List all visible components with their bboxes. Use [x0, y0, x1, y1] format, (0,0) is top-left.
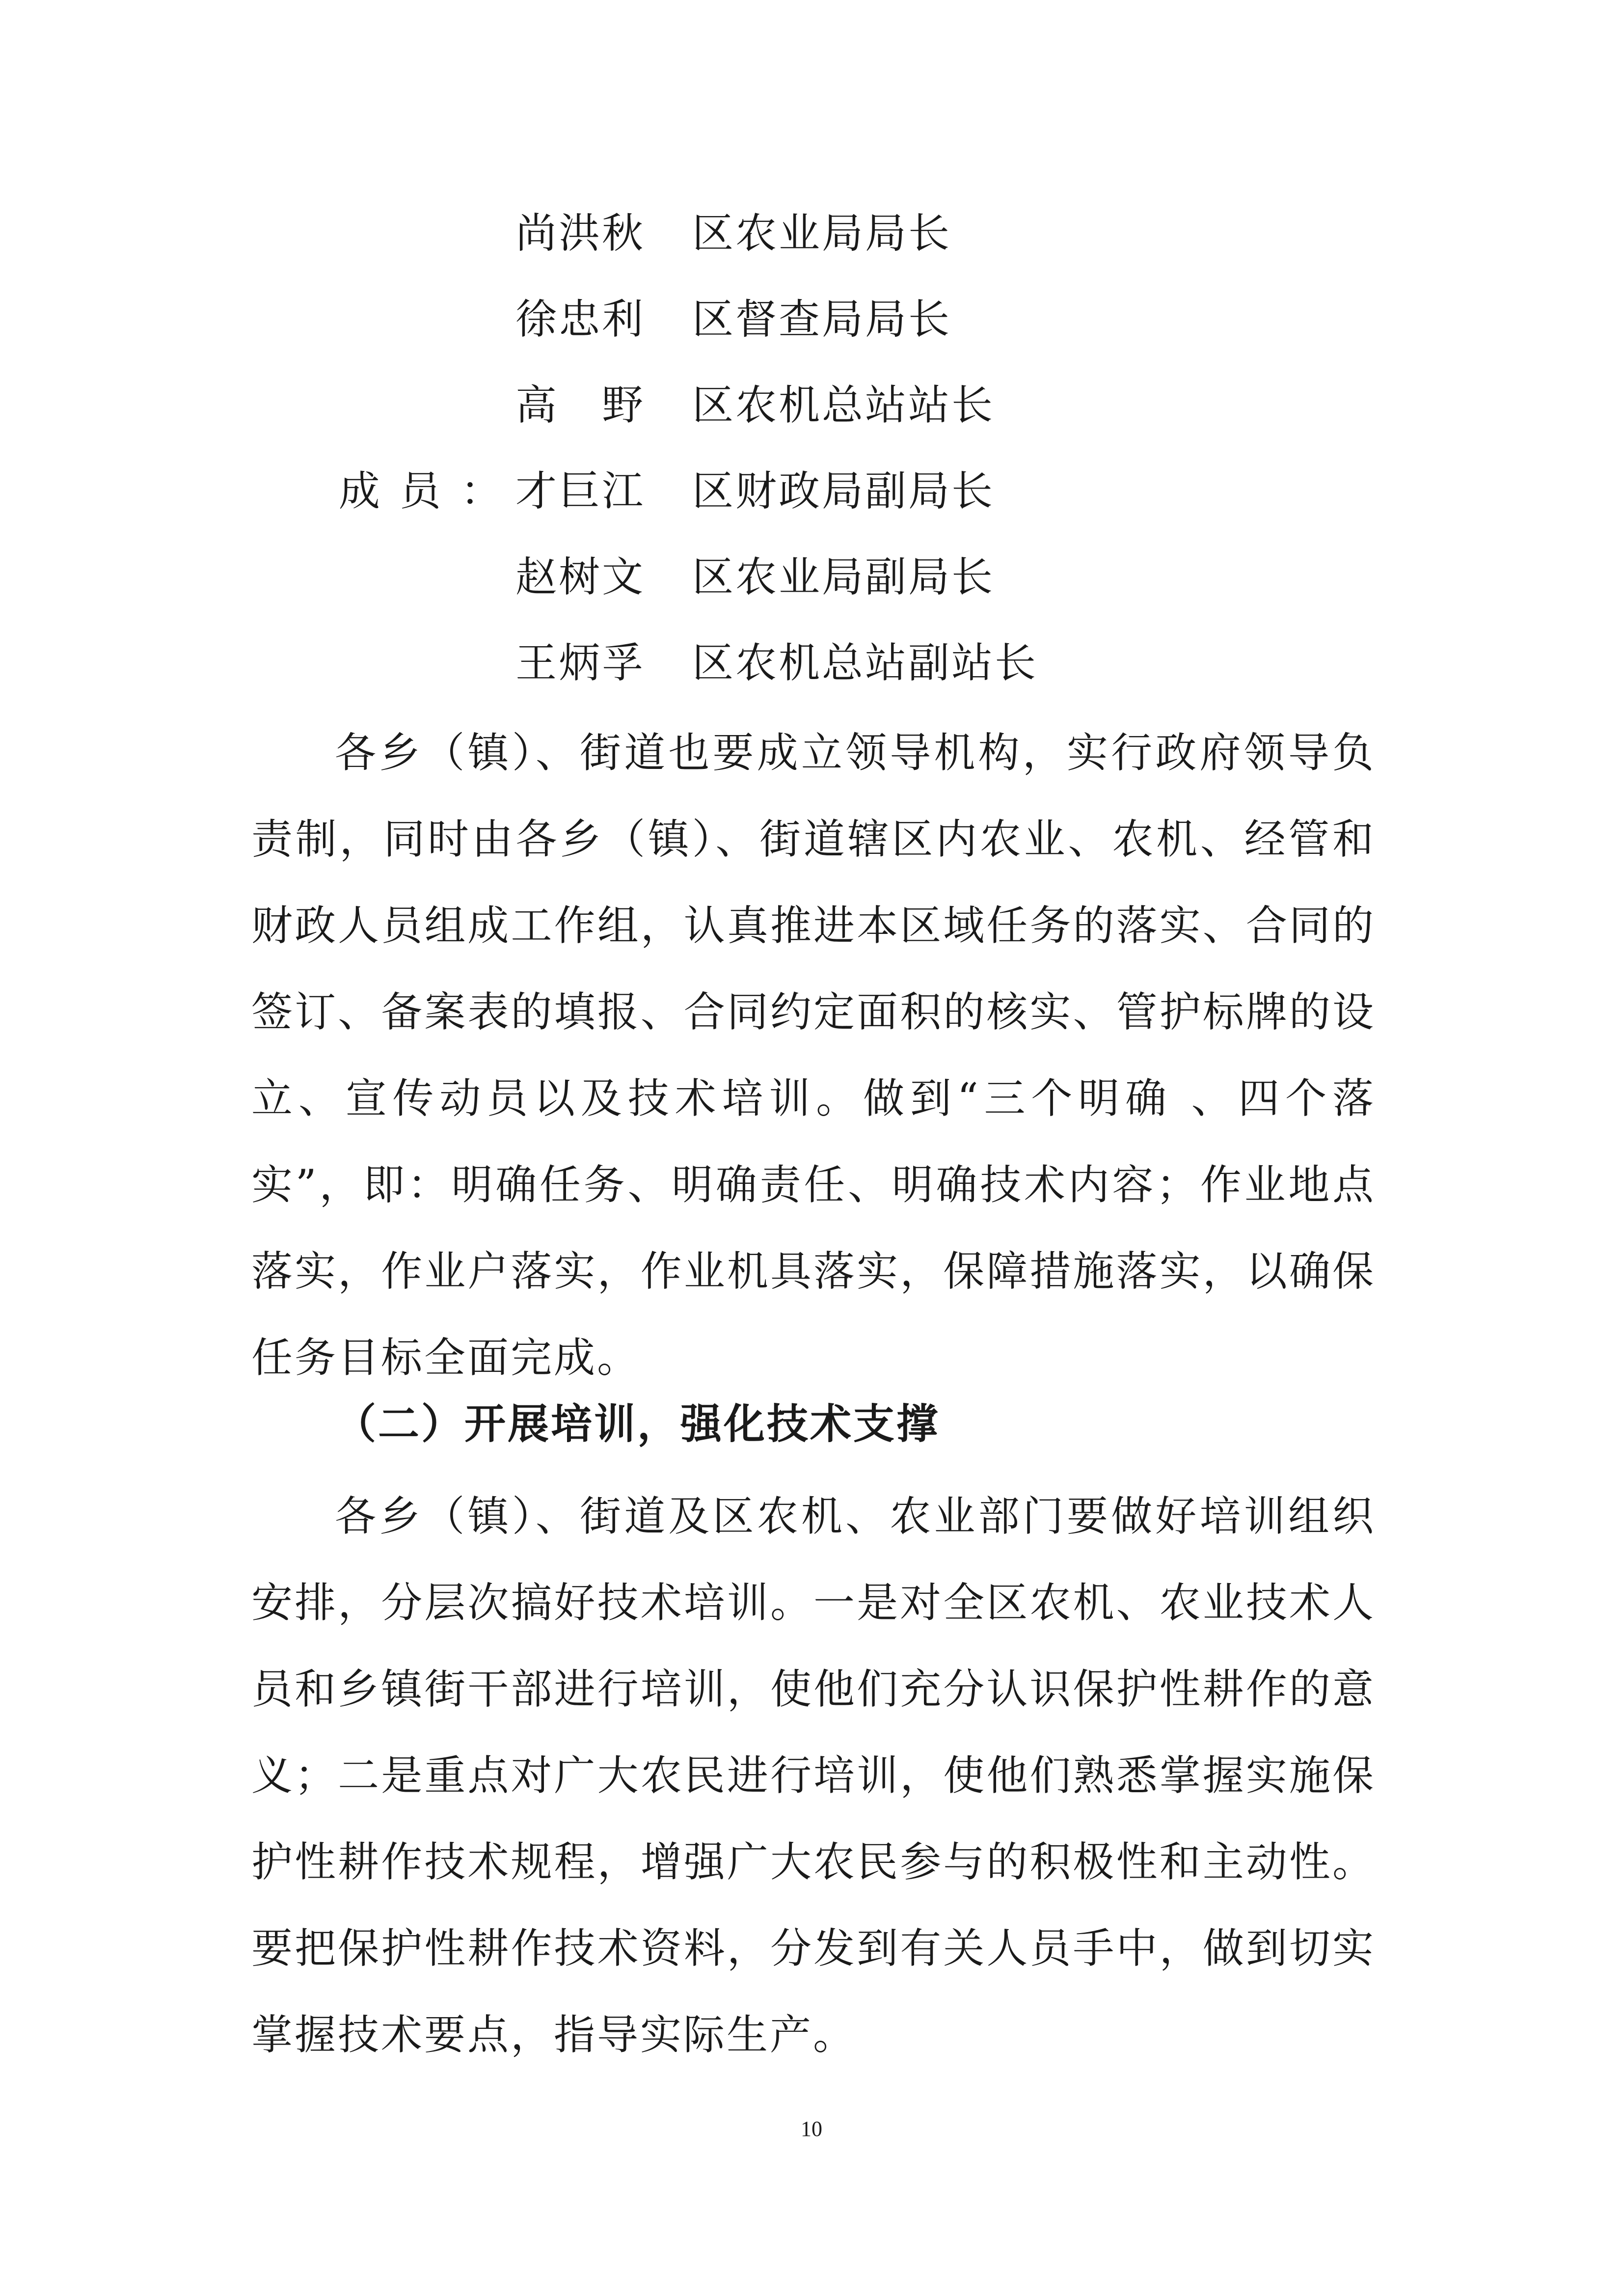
- member-title: 区农业局局长: [692, 209, 952, 257]
- member-name: 赵树文: [515, 553, 646, 601]
- member-title: 区农机总站站长: [692, 381, 995, 429]
- member-title: 区农业局副局长: [692, 553, 995, 601]
- body-paragraph: 各乡（镇）、街道及区农机、农业部门要做好培训组织安排，分层次搞好技术培训。一是对全区农机、农业技术人员和乡镇街干部进行培训，使他们充分认识保护性耕作的意义；二是重点对广大农民进行培训，使他们熟悉掌握实施保护性耕作技术规程，增强广大农民参与的积极性和主动性。要把保护性耕作技术资料，分发到有关人员手中，做到切实掌握技术要点，指导实际生产。: [251, 1492, 1376, 2059]
- member-name: 王炳孚: [515, 639, 646, 687]
- section-heading: （二）开展培训，强化技术支撑: [335, 1400, 940, 1448]
- page-number: 10: [801, 2117, 822, 2141]
- member-title: 区农机总站副站长: [692, 639, 1038, 687]
- member-title: 区督查局局长: [692, 295, 952, 343]
- member-name: 高 野: [515, 381, 646, 429]
- body-paragraph: 各乡（镇）、街道也要成立领导机构，实行政府领导负责制，同时由各乡（镇）、街道辖区内农业、农机、经管和财政人员组成工作组，认真推进本区域任务的落实、合同的签订、备案表的填报、合同约定面积的核实、管护标牌的设立、宣传动员以及技术培训。做到“三个明确 、四个落实”，即：明确任务、明确责任、明确技术内容；作业地点落实，作业户落实，作业机具落实，保障措施落实，以确保任务目标全面完成。: [251, 729, 1376, 1382]
- member-name: 才巨江: [515, 467, 646, 515]
- member-title: 区财政局副局长: [692, 467, 995, 515]
- member-role-label: 成员：: [339, 467, 522, 515]
- member-name: 徐忠利: [515, 295, 646, 343]
- member-name: 尚洪秋: [515, 209, 646, 257]
